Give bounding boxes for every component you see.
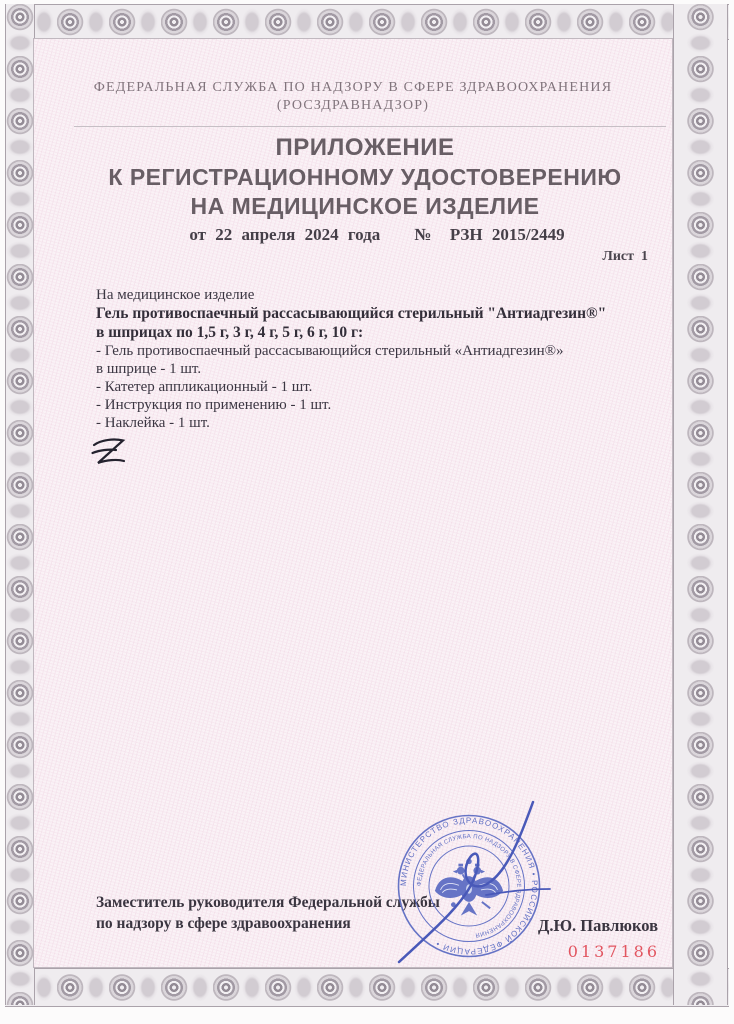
issuer-short-name: (РОСЗДРАВНАДЗОР) (276, 98, 430, 113)
signer-title-line-1: Заместитель руководителя Федеральной службы (96, 894, 440, 911)
body-intro: На медицинское изделие (96, 287, 255, 303)
title-line-1: ПРИЛОЖЕНИЕ (275, 134, 455, 161)
seal-inner-text: ФЕДЕРАЛЬНАЯ СЛУЖБА ПО НАДЗОРУ В СФЕРЕ ЗДРАВООХРАНЕНИЯ (416, 833, 522, 938)
kit-item: - Инструкция по применению - 1 шт. (96, 397, 332, 413)
certificate-body (33, 38, 673, 968)
border-ornament-bottom (5, 968, 729, 1007)
product-name-line-1: Гель противоспаечный рассасывающийся стерильный "Антиадгезин®" (96, 305, 607, 322)
serial-number: 0137186 (567, 942, 660, 961)
seal-outer-text: МИНИСТЕРСТВО ЗДРАВООХРАНЕНИЯ • РОССИЙСКОЙ ФЕДЕРАЦИИ • (398, 815, 540, 957)
kit-item: - Наклейка - 1 шт. (96, 415, 210, 431)
title-line-2: К РЕГИСТРАЦИОННОМУ УДОСТОВЕРЕНИЮ (108, 164, 622, 190)
border-ornament-left (5, 4, 35, 1005)
product-name-line-2: в шприцах по 1,5 г, 3 г, 4 г, 5 г, 6 г, 10 г: (96, 324, 364, 341)
border-ornament-top (5, 4, 729, 40)
certificate-content (34, 39, 672, 967)
kit-item: - Катетер аппликационный - 1 шт. (96, 379, 313, 395)
official-seal (369, 786, 569, 986)
header-divider (74, 126, 666, 127)
issue-date: от 22 апреля 2024 года (189, 225, 381, 244)
issue-meta-row (58, 224, 696, 246)
title-line-3: НА МЕДИЦИНСКОЕ ИЗДЕЛИЕ (190, 193, 540, 219)
sheet-number: Лист 1 (602, 249, 648, 264)
issuer-name: ФЕДЕРАЛЬНАЯ СЛУЖБА ПО НАДЗОРУ В СФЕРЕ ЗДРАВООХРАНЕНИЯ (93, 80, 613, 95)
kit-item: - Гель противоспаечный рассасывающийся стерильный «Антиадгезин®» (96, 343, 564, 359)
product-description (96, 286, 612, 432)
signer-name: Д.Ю. Павлюков (538, 916, 658, 935)
signer-title-line-2: по надзору в сфере здравоохранения (96, 915, 351, 932)
registration-number: № РЗН 2015/2449 (414, 225, 565, 244)
handwritten-mark-icon (89, 436, 672, 477)
kit-item: в шприце - 1 шт. (96, 361, 202, 377)
document-title (46, 133, 684, 221)
